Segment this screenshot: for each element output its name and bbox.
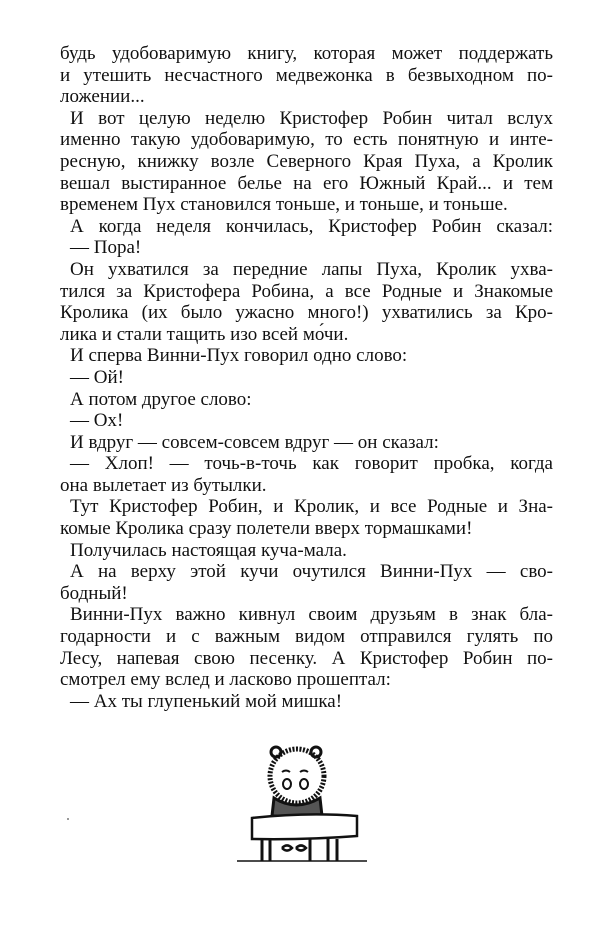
text-line: ложении... [60,86,145,108]
text-line: — Ой! [70,366,124,388]
text-line: годарности и с важным видом отправился гулять по [60,626,553,648]
text-line: комые Кролика сразу полетели вверх тормашками! [60,518,473,540]
text-line: А когда неделя кончилась, Кристофер Робин сказал: [70,215,553,237]
text-line: она вылетает из бутылки. [60,474,267,496]
text-line: лика и стали тащить изо всей мо́чи. [60,323,349,345]
text-line: временем Пух становился тоньше, и тоньше, и тоньше. [60,194,508,216]
text-line: И сперва Винни-Пух говорил одно слово: [70,345,408,367]
text-line: тился за Кристофера Робина, а все Родные и Знакомые [60,280,553,302]
text-line: именно такую удобоваримую, то есть понятную и инте- [60,129,553,151]
text-line: бодный! [60,582,128,604]
text-line: Лесу, напевая свою песенку. А Кристофер Робин по- [60,647,553,669]
text-line: — Ах ты глупенький мой мишка! [70,690,343,712]
text-line: ресную, книжку возле Северного Края Пуха, а Кролик [60,150,553,172]
text-line: будь удобоваримую книгу, которая может поддержать [60,43,553,64]
text-line: Винни-Пух важно кивнул своим друзьям в знак бла- [70,604,553,626]
text-line: И вот целую неделю Кристофер Робин читал вслух [70,107,553,129]
text-line: и утешить несчастного медвежонка в безвыходном по- [60,64,553,86]
text-line: вешал выстиранное белье на его Южный Край... и тем [60,172,553,194]
page-text [60,43,553,712]
text-line: — Хлоп! — точь-в-точь как говорит пробка, когда [70,453,553,475]
text-line: — Ох! [70,410,124,432]
text-line: А на верху этой кучи очутился Винни-Пух — сво- [70,561,553,583]
pooh-illustration [232,738,372,863]
text-line: Кролика (их было ужасно много!) ухватились за Кро- [60,302,553,324]
text-line: А потом другое слово: [70,388,252,410]
text-line: смотрел ему вслед и ласково прошептал: [60,669,391,691]
text-line: — Пора! [70,237,142,259]
text-line: И вдруг — совсем-совсем вдруг — он сказал: [70,431,439,453]
text-line: Он ухватился за передние лапы Пуха, Кролик ухва- [70,258,553,280]
text-line: Тут Кристофер Робин, и Кролик, и все Родные и Зна- [70,496,553,518]
text-line: Получилась настоящая куча-мала. [70,539,347,561]
scan-speck [67,818,69,820]
